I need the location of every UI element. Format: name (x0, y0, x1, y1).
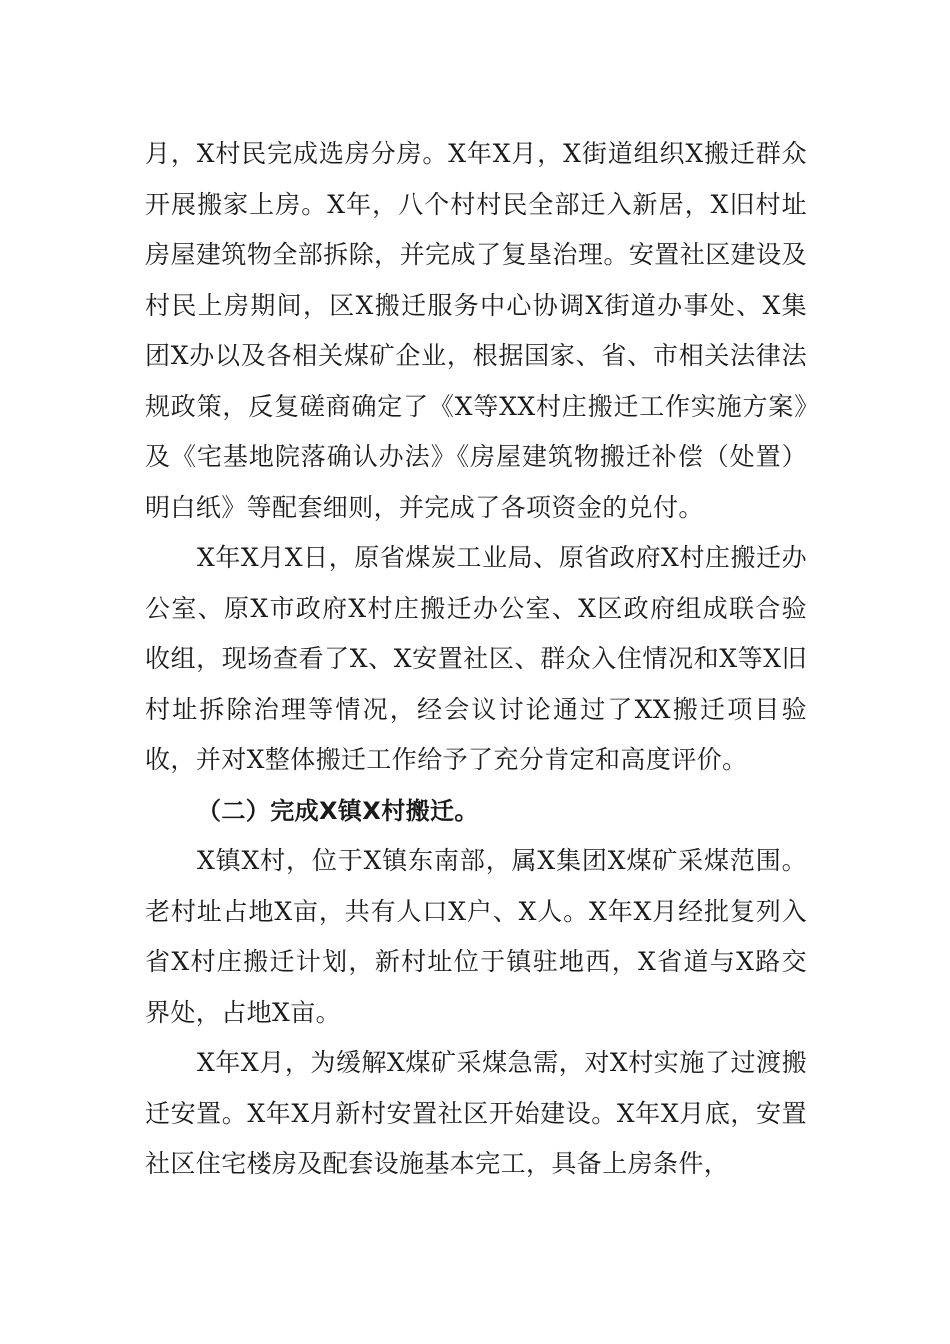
paragraph-transition-relocation: X年X月，为缓解X煤矿采煤急需，对X村实施了过渡搬迁安置。X年X月新村安置社区开始建设。X年X月底，安置社区住宅楼房及配套设施基本完工，具备上房条件， (145, 1048, 807, 1178)
paragraph-village-overview: X镇X村，位于X镇东南部，属X集团X煤矿采煤范围。老村址占地X亩，共有人口X户、X人。X年X月经批复列入省X村庄搬迁计划，新村址位于镇驻地西，X省道与X路交界处，占地X亩。 (145, 846, 807, 1027)
document-body (145, 129, 807, 1190)
paragraph-acceptance-inspection: X年X月X日，原省煤炭工业局、原省政府X村庄搬迁办公室、原X市政府X村庄搬迁办公室、X区政府组成联合验收组，现场查看了X、X安置社区、群众入住情况和X等X旧村址拆除治理等情况，经会议讨论通过了XX搬迁项目验收，并对X整体搬迁工作给予了充分肯定和高度评价。 (145, 543, 807, 774)
paragraph-relocation-completion: 月，X村民完成选房分房。X年X月，X街道组织X搬迁群众开展搬家上房。X年，八个村村民全部迁入新居，X旧村址房屋建筑物全部拆除，并完成了复垦治理。安置社区建设及村民上房期间，区X搬迁服务中心协调X街道办事处、X集团X办以及各相关煤矿企业，根据国家、省、市相关法律法规政策，反复磋商确定了《X等XX村庄搬迁工作实施方案》及《宅基地院落确认办法》《房屋建筑物搬迁补偿（处置）明白纸》等配套细则，并完成了各项资金的兑付。 (145, 139, 807, 522)
section-heading: （二）完成X镇X村搬迁。 (197, 796, 479, 825)
